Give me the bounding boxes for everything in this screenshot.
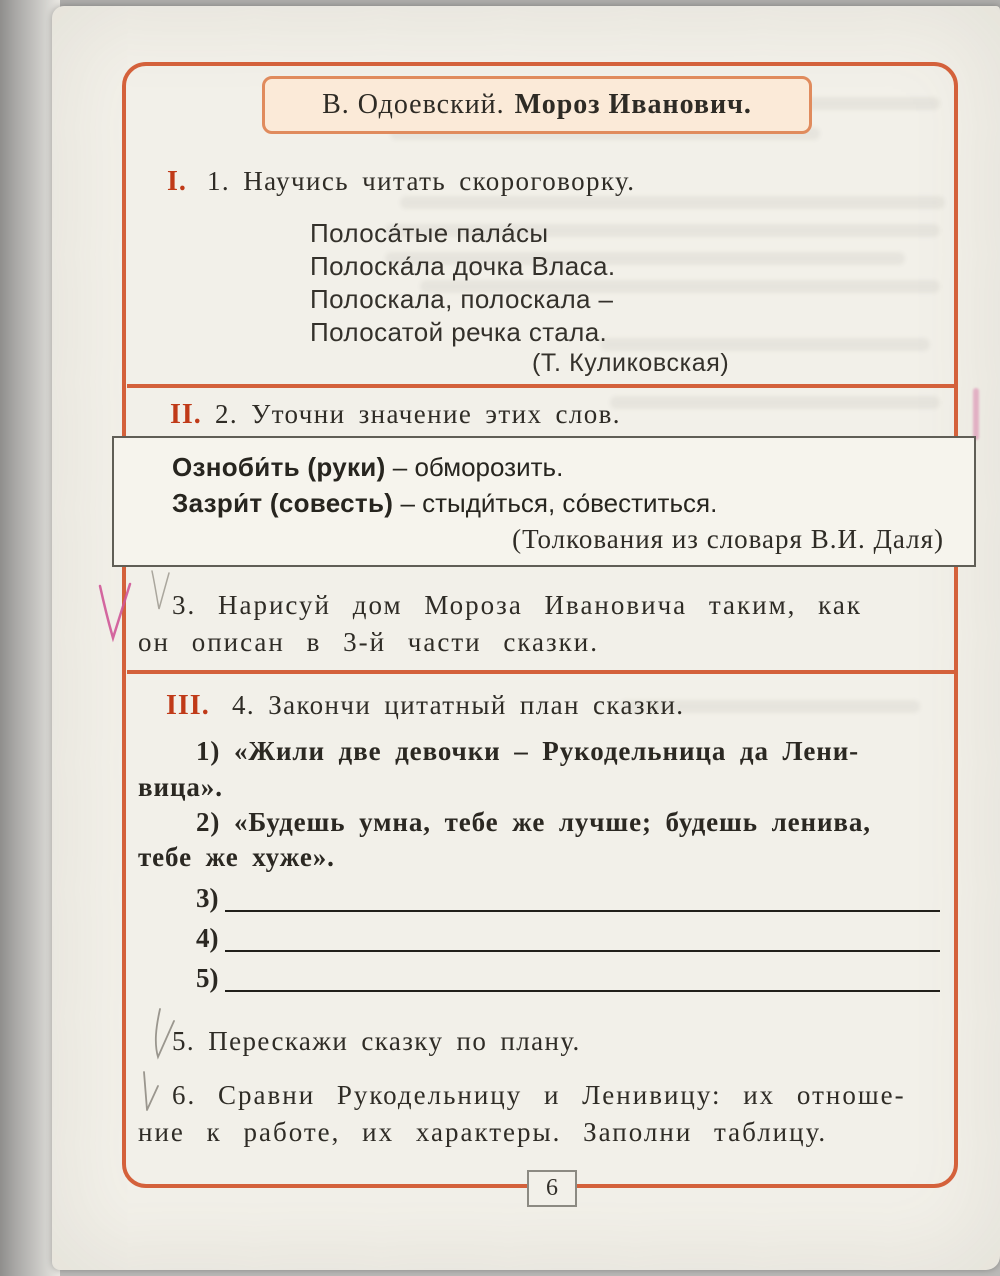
section-divider bbox=[127, 670, 954, 674]
definition-line bbox=[172, 488, 717, 519]
definitions-box bbox=[112, 436, 976, 567]
task-5-text: 5. Перескажи сказку по плану. bbox=[172, 1026, 581, 1056]
poem-line: Полоска́ла дочка Власа. bbox=[310, 251, 616, 281]
poem-line: Полоса́тые пала́сы bbox=[310, 218, 549, 248]
plan-item-3-number: 3) bbox=[196, 882, 219, 913]
plan-item-1-line-2: вица». bbox=[138, 772, 223, 802]
answer-write-line bbox=[225, 918, 941, 952]
answer-write-line bbox=[225, 958, 941, 992]
definition-term: Озноби́ть (руки) bbox=[172, 452, 386, 482]
title-box bbox=[262, 76, 812, 134]
plan-item-1-line-1: 1) «Жили две девочки – Рукодельница да Лени- bbox=[196, 736, 860, 766]
task-1-text: 1. Научись читать скороговорку. bbox=[207, 166, 636, 196]
definition-meaning: – стыди́ться, со́веститься. bbox=[393, 488, 718, 518]
plan-blank-row bbox=[196, 918, 940, 952]
pink-margin-smudge bbox=[973, 388, 979, 440]
poem-attribution: (Т. Куликовская) bbox=[532, 349, 730, 377]
answer-write-line bbox=[225, 878, 941, 912]
section-3-numeral: III. bbox=[166, 690, 210, 721]
pencil-checkmark bbox=[132, 1068, 162, 1120]
poem-line: Полосатой речка стала. bbox=[310, 317, 608, 347]
page-number: 6 bbox=[546, 1175, 558, 1201]
title-author: В. Одоевский. bbox=[322, 89, 505, 120]
plan-item-4-number: 4) bbox=[196, 922, 219, 953]
definition-term: Зазри́т (совесть) bbox=[172, 488, 394, 518]
title-work: Мороз Иванович. bbox=[514, 89, 752, 120]
pencil-checkmark bbox=[147, 565, 173, 615]
task-3-line-2: он описан в 3-й части сказки. bbox=[138, 627, 599, 657]
plan-item-5-number: 5) bbox=[196, 962, 219, 993]
section-divider bbox=[127, 384, 954, 388]
poem-line: Полоскала, полоскала – bbox=[310, 284, 614, 314]
task-2-text: 2. Уточни значение этих слов. bbox=[215, 399, 621, 429]
section-2-numeral: II. bbox=[170, 399, 202, 430]
plan-item-2-line-2: тебе же хуже». bbox=[138, 842, 335, 872]
book-binding-edge bbox=[0, 0, 60, 1276]
definitions-source: (Толкования из словаря В.И. Даля) bbox=[512, 524, 944, 554]
pink-checkmark bbox=[92, 578, 138, 646]
task-3-line-1: 3. Нарисуй дом Мороза Ивановича таким, как bbox=[172, 590, 862, 620]
task-4-text: 4. Закончи цитатный план сказки. bbox=[232, 690, 685, 720]
task-6-line-1: 6. Сравни Рукодельницу и Ленивицу: их отноше- bbox=[172, 1080, 906, 1110]
plan-blank-row bbox=[196, 878, 940, 912]
section-1-numeral: I. bbox=[167, 166, 187, 197]
pencil-checkmark bbox=[144, 1005, 180, 1065]
plan-item-2-line-1: 2) «Будешь умна, тебе же лучше; будешь ленива, bbox=[196, 807, 871, 837]
page-number-box bbox=[527, 1170, 577, 1207]
definition-line bbox=[172, 452, 563, 483]
definition-meaning: – обморозить. bbox=[385, 452, 564, 482]
task-6-line-2: ние к работе, их характеры. Заполни таблицу. bbox=[138, 1117, 828, 1147]
plan-blank-row bbox=[196, 958, 940, 992]
